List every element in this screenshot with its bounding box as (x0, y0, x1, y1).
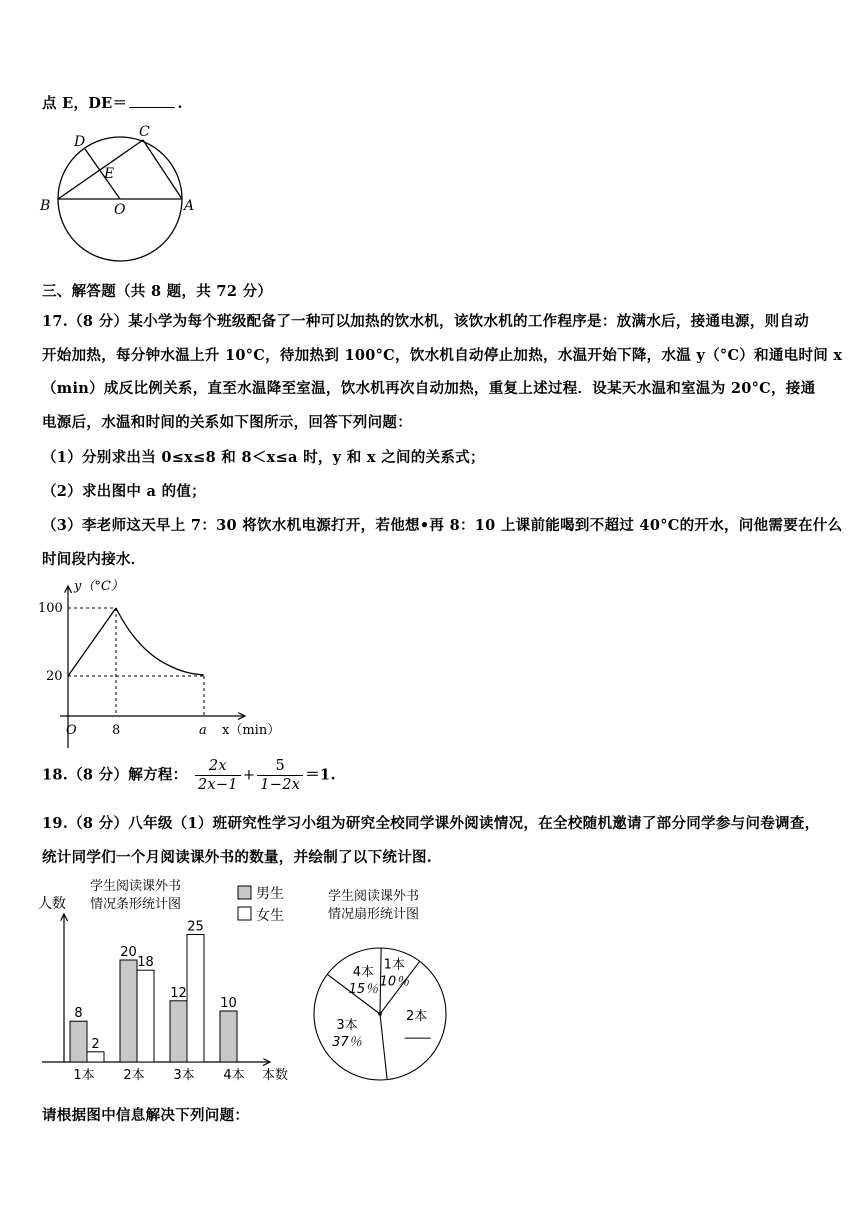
pie-title-2: 情况扇形统计图 (328, 907, 420, 922)
bar-boys-3 (170, 1001, 187, 1062)
q18-fraction-2 (257, 757, 303, 794)
bar-boys-4 (220, 1011, 237, 1062)
label-E: E (104, 166, 115, 182)
label-D: D (74, 134, 86, 150)
answer-blank (129, 93, 175, 108)
q18-fraction-1 (195, 757, 241, 794)
q19-line-1: 19.（8 分）八年级（1）班研究性学习小组为研究全校同学课外阅读情况，在全校随机邀请了部分同学参与问卷调查， (42, 815, 820, 832)
bar-value-label: 12 (170, 985, 187, 1001)
q18 (42, 757, 336, 794)
q17-sub-3a: （3）李老师这天早上 7：30 将饮水机电源打开，若他想•再 8：10 上课前能喝到不超过 40°C的开水，问他需要在什么 (42, 517, 843, 534)
label-C: C (139, 124, 150, 140)
q17-line-3: （min）成反比例关系，直至水温降至室温，饮水机再次自动加热，重复上述过程．设某天水温和室温为 20°C，接通 (42, 380, 816, 397)
question-16-tail (42, 92, 183, 113)
footer-prompt: 请根据图中信息解决下列问题： (42, 1107, 250, 1124)
label-O: O (114, 202, 126, 218)
question-16-suffix: . (177, 95, 183, 112)
q17-line-4: 电源后，水温和时间的关系如下图所示，回答下列问题： (42, 414, 412, 431)
pie-slice-label: 2本 (405, 1009, 428, 1025)
bar-category-label: 3本 (173, 1068, 195, 1083)
bar-category-label: 1本 (73, 1068, 95, 1083)
graph-origin: O (66, 723, 77, 738)
q18-prefix: 18.（8 分）解方程： (42, 766, 188, 784)
bar-girls-1 (87, 1052, 104, 1062)
graph-tick-20: 20 (46, 669, 63, 684)
bar-x-label: 本数 (262, 1068, 289, 1083)
bar-chart (38, 874, 308, 1086)
bar-title-1: 学生阅读课外书 (90, 879, 182, 894)
q18-frac2-num: 5 (257, 757, 303, 776)
graph-y-label: y（°C） (74, 579, 124, 594)
bar-boys-1 (70, 1021, 87, 1062)
circle-figure (36, 122, 206, 262)
pie-slice-percent: 15％ (348, 981, 379, 997)
q17-line-2: 开始加热，每分钟水温上升 10°C，待加热到 100°C，饮水机自动停止加热，水温开始下降，水温 y（°C）和通电时间 x (42, 347, 843, 364)
q18-suffix: ＝1. (305, 766, 336, 784)
legend-boys-label: 男生 (256, 886, 284, 902)
q17-sub-1: （1）分别求出当 0≤x≤8 和 8＜x≤a 时，y 和 x 之间的关系式； (42, 449, 485, 466)
bar-value-label: 25 (187, 919, 204, 935)
bar-value-label: 20 (120, 945, 137, 960)
section-title: 三、解答题（共 8 题，共 72 分） (42, 283, 273, 300)
pie-slice-divider (380, 1014, 387, 1080)
graph-tick-a: a (199, 723, 207, 738)
temperature-graph (30, 576, 300, 754)
pie-slice-label: 4本 (352, 964, 374, 980)
q18-frac2-den: 1−2x (260, 777, 301, 793)
legend-girls-label: 女生 (256, 908, 284, 924)
bar-y-label: 人数 (38, 896, 66, 912)
bar-category-label: 2本 (123, 1068, 145, 1083)
pie-slice-percent: 10％ (379, 974, 410, 990)
bar-category-label: 4本 (223, 1068, 245, 1083)
label-B: B (40, 198, 51, 214)
bar-girls-2 (137, 970, 154, 1062)
label-A: A (184, 198, 195, 214)
q18-plus: + (242, 767, 256, 784)
graph-x-label: x（min） (222, 723, 281, 738)
pie-chart (310, 884, 455, 1089)
legend-girls-swatch (238, 907, 251, 920)
q19-line-2: 统计同学们一个月阅读课外书的数量，并绘制了以下统计图. (42, 849, 433, 866)
pie-title-1: 学生阅读课外书 (328, 889, 420, 904)
bar-boys-2 (120, 960, 137, 1062)
bar-value-label: 8 (74, 1006, 83, 1022)
q17-line-1: 17.（8 分）某小学为每个班级配备了一种可以加热的饮水机，该饮水机的工作程序是：放满水后，接通电源，则自动 (42, 313, 810, 330)
bar-value-label: 10 (220, 996, 237, 1011)
pie-center (378, 1012, 382, 1016)
pie-slice-percent: 37％ (332, 1034, 362, 1050)
q17-sub-2: （2）求出图中 a 的值； (42, 483, 206, 500)
q18-frac1-den: 2x−1 (197, 777, 238, 793)
bar-title-2: 情况条形统计图 (90, 897, 182, 912)
question-16-prefix: 点 E，DE＝ (42, 95, 128, 112)
q17-sub-3b: 时间段内接水． (42, 551, 146, 568)
graph-tick-100: 100 (38, 601, 63, 616)
pie-slice-label: 1本 (383, 957, 405, 973)
bar-value-label: 18 (137, 955, 154, 971)
bar-girls-3 (187, 935, 204, 1063)
pie-slice-label: 3本 (336, 1017, 358, 1033)
legend-boys-swatch (238, 886, 251, 899)
graph-tick-8: 8 (112, 723, 121, 738)
q18-frac1-num: 2x (195, 757, 241, 776)
bar-value-label: 2 (91, 1036, 100, 1052)
